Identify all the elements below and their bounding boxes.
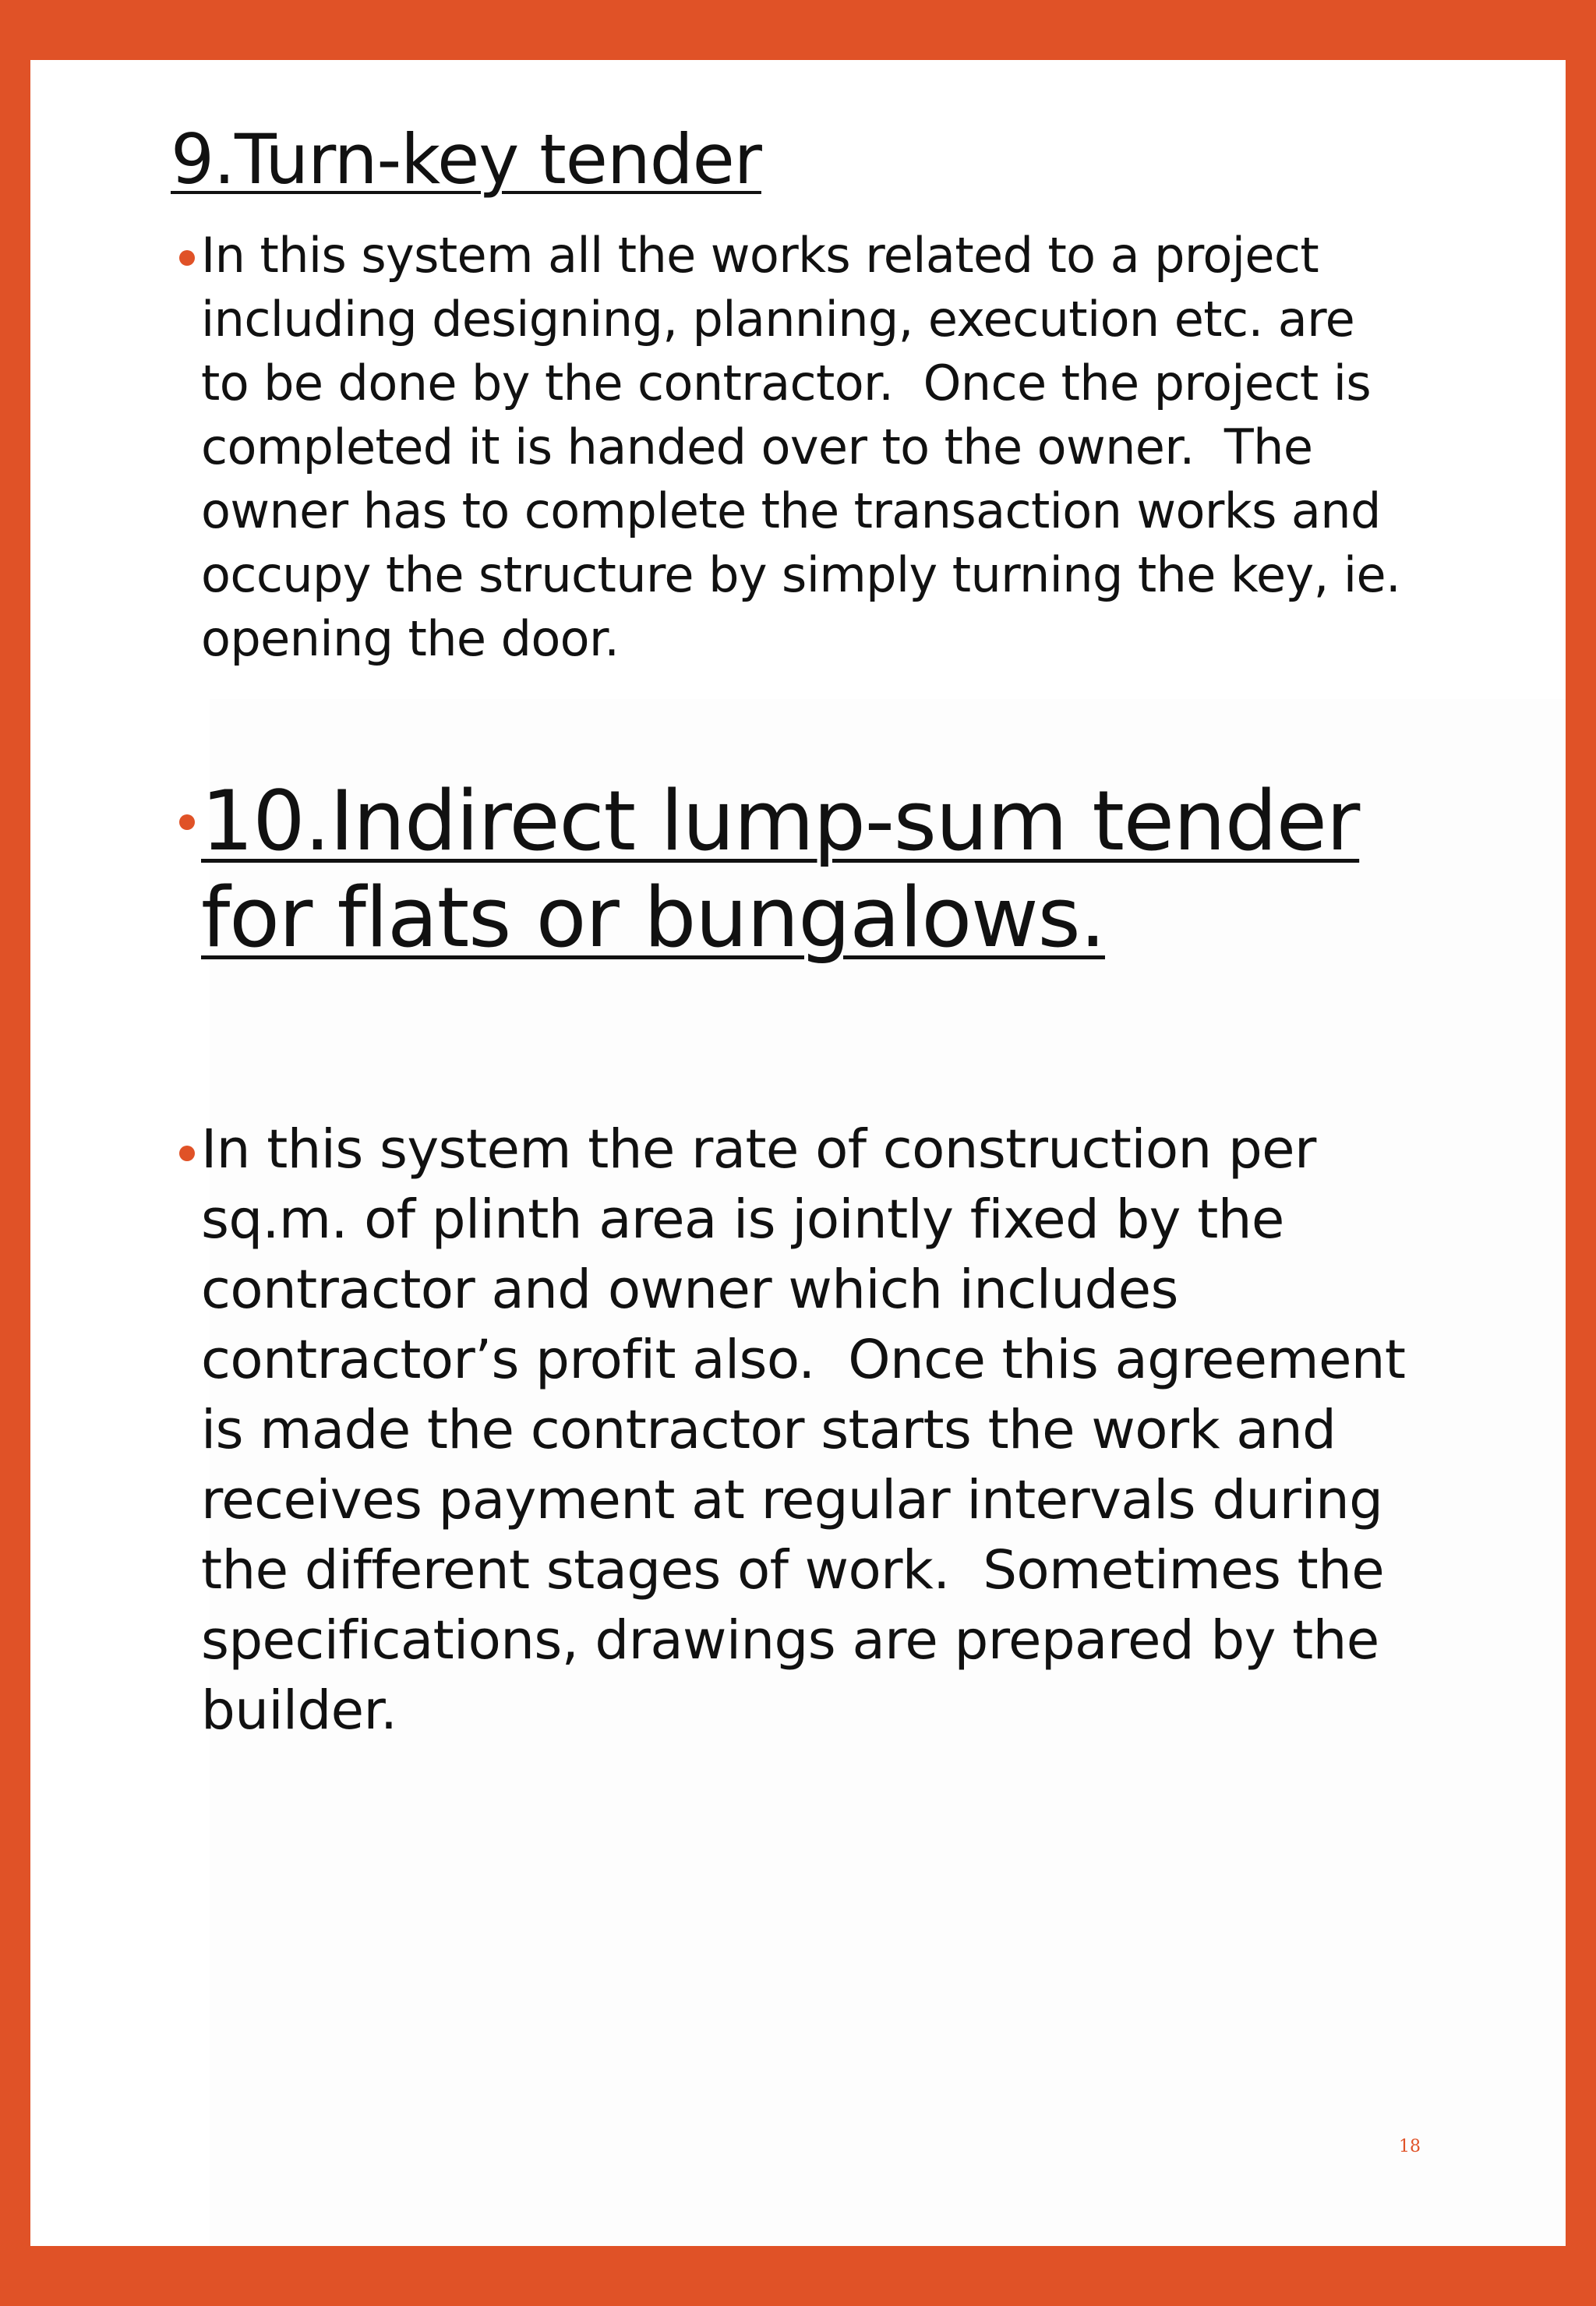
bullet-icon	[179, 250, 195, 266]
bullet-icon	[179, 814, 195, 830]
bullet-icon	[179, 1146, 195, 1161]
indirect-lump-sum-description: In this system the rate of construction per sq.m. of plinth area is jointly fixed by the contractor and owner which includes contractor’s profit also. Once this agreement is made the contractor starts the work and receives payment at regular intervals during the different stages of work. Sometimes the specifications, drawings are prepared by the builder.	[201, 1118, 1406, 1742]
section-heading-indirect-lump-sum: 10.Indirect lump-sum tender for flats or bungalows.	[201, 773, 1360, 966]
slide-title: 9.Turn-key tender	[171, 119, 761, 200]
turn-key-description: In this system all the works related to a project including designing, planning, execution etc. are to be done by the contractor. Once the project is completed it is handed over to the owner. The owner has to complete the transaction works and occupy the structure by simply turning the key, ie. opening the door.	[201, 227, 1401, 667]
page-number: 18	[1399, 2137, 1421, 2156]
slide	[30, 60, 1566, 2246]
slide-content	[30, 60, 1566, 2246]
